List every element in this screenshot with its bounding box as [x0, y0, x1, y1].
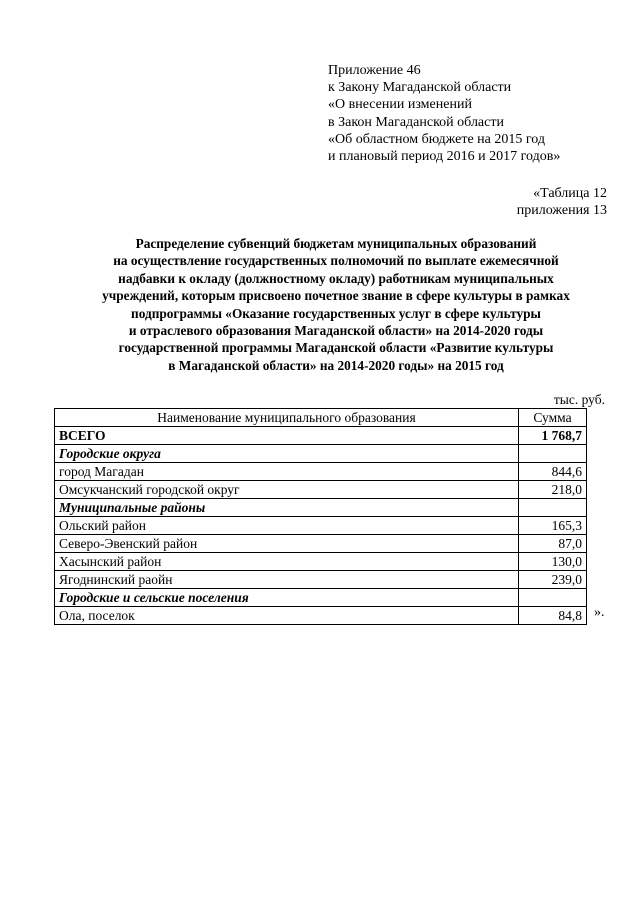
table-row	[55, 553, 587, 571]
row-name-cell: Муниципальные районы	[55, 499, 519, 517]
title-line: подпрограммы «Оказание государственных услуг в сфере культуры	[131, 305, 541, 321]
row-name-cell: Омсукчанский городской округ	[55, 481, 519, 499]
header-line: «Об областном бюджете на 2015 год	[328, 131, 545, 147]
row-value-cell: 239,0	[519, 571, 587, 589]
table-row	[55, 481, 587, 499]
table-row	[55, 535, 587, 553]
header-line: к Закону Магаданской области	[328, 80, 512, 96]
row-value-cell: 130,0	[519, 553, 587, 571]
row-value-cell	[519, 445, 587, 463]
row-name-cell: Городские округа	[55, 445, 519, 463]
row-name-cell: Ола, поселок	[55, 607, 519, 625]
group-header-row	[55, 499, 587, 517]
closing-quote: ».	[594, 605, 605, 620]
row-name-cell: Городские и сельские поселения	[55, 589, 519, 607]
row-name-cell: Ольский район	[55, 517, 519, 535]
column-header-sum: Сумма	[519, 409, 587, 427]
appendix-header	[328, 62, 560, 165]
title-line: на осуществление государственных полномочий по выплате ежемесячной	[113, 253, 559, 269]
title-line: государственной программы Магаданской области «Развитие культуры	[118, 340, 554, 356]
table-ref-line: приложения 13	[516, 203, 607, 218]
title-line: надбавки к окладу (должностному окладу) работникам муниципальных	[118, 270, 554, 286]
table-header-row	[55, 409, 587, 427]
table-reference	[517, 185, 607, 219]
header-line: в Закон Магаданской области	[328, 114, 504, 130]
table-body	[55, 427, 587, 625]
table-row	[55, 463, 587, 481]
total-row	[55, 427, 587, 445]
row-value-cell: 844,6	[519, 463, 587, 481]
header-line: и плановый период 2016 и 2017 годов»	[328, 149, 561, 165]
row-name-cell: Хасынский район	[55, 553, 519, 571]
row-name-cell: Северо-Эвенский район	[55, 535, 519, 553]
distribution-table	[54, 408, 587, 625]
group-header-row	[55, 589, 587, 607]
units-label: тыс. руб.	[553, 392, 605, 407]
table-row	[55, 607, 587, 625]
table-ref-line: «Таблица 12	[533, 186, 607, 201]
row-value-cell	[519, 499, 587, 517]
header-line: Приложение 46	[328, 63, 421, 78]
title-line: Распределение субвенций бюджетам муниципальных образований	[135, 236, 537, 251]
row-value-cell: 165,3	[519, 517, 587, 535]
row-name-cell: город Магадан	[55, 463, 519, 481]
table-row	[55, 571, 587, 589]
row-value-cell: 218,0	[519, 481, 587, 499]
header-line: «О внесении изменений	[328, 97, 472, 113]
row-value-cell: 84,8	[519, 607, 587, 625]
group-header-row	[55, 445, 587, 463]
row-value-cell: 87,0	[519, 535, 587, 553]
row-name-cell: ВСЕГО	[55, 427, 519, 445]
table-row	[55, 517, 587, 535]
title-line: учреждений, которым присвоено почетное звание в сфере культуры в рамках	[102, 288, 570, 304]
title-line: и отраслевого образования Магаданской области» на 2014-2020 годы	[128, 323, 544, 339]
row-value-cell: 1 768,7	[519, 427, 587, 445]
row-name-cell: Ягоднинский раойн	[55, 571, 519, 589]
row-value-cell	[519, 589, 587, 607]
title-line: в Магаданской области» на 2014-2020 годы» на 2015 год	[168, 357, 504, 373]
column-header-name: Наименование муниципального образования	[55, 409, 519, 427]
document-title	[60, 235, 612, 374]
